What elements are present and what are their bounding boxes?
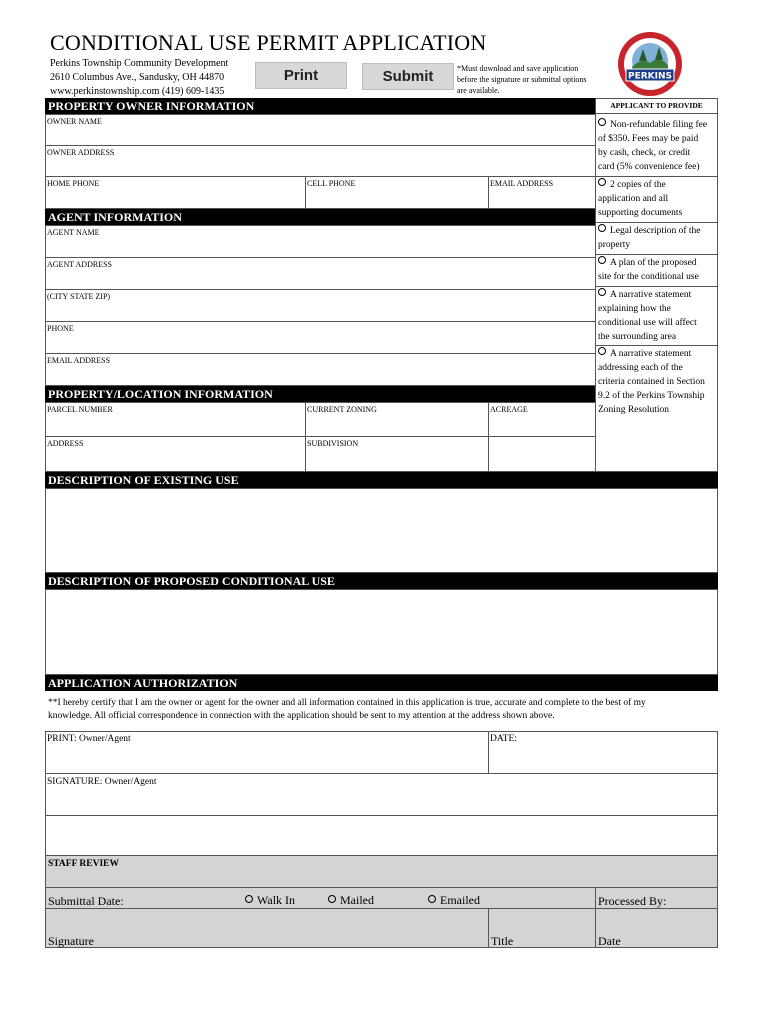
agent-city-field[interactable]: [45, 289, 596, 322]
divider: [595, 222, 718, 223]
note-line: are available.: [457, 86, 500, 95]
radio-icon[interactable]: [245, 895, 253, 903]
subdivision-field[interactable]: [305, 436, 489, 472]
certification-line: **I hereby certify that I am the owner or agent for the owner and all information contained in this application is true, accurate and complete to the best of my: [48, 698, 646, 708]
divider: [595, 345, 718, 346]
owner-name-label: OWNER NAME: [47, 117, 102, 126]
radio-icon[interactable]: [598, 347, 606, 355]
radio-icon[interactable]: [598, 224, 606, 232]
org-contact: www.perkinstownship.com (419) 609-1435: [50, 86, 225, 97]
signature-field[interactable]: [45, 773, 718, 816]
date-label: DATE:: [490, 734, 517, 744]
radio-icon[interactable]: [598, 178, 606, 186]
proposed-use-heading: DESCRIPTION OF PROPOSED CONDITIONAL USE: [45, 573, 718, 589]
owner-email-label: EMAIL ADDRESS: [490, 179, 554, 188]
radio-icon[interactable]: [598, 256, 606, 264]
proposed-use-textarea[interactable]: [45, 589, 718, 675]
current-zoning-label: CURRENT ZONING: [307, 405, 377, 414]
checklist-text: site for the conditional use: [598, 272, 699, 282]
checklist-text: explaining how the: [598, 304, 671, 314]
property-blank-cell: [488, 436, 596, 472]
agent-name-label: AGENT NAME: [47, 228, 100, 237]
current-zoning-field[interactable]: [305, 402, 489, 437]
walk-in-option[interactable]: [245, 893, 295, 908]
agent-section-heading: AGENT INFORMATION: [45, 209, 595, 225]
property-section-heading: PROPERTY/LOCATION INFORMATION: [45, 386, 595, 402]
agent-name-field[interactable]: [45, 225, 596, 258]
cell-phone-label: CELL PHONE: [307, 179, 356, 188]
logo-text: PERKINS: [627, 71, 673, 82]
emailed-label: Emailed: [440, 893, 480, 907]
checklist-text: criteria contained in Section: [598, 377, 705, 387]
mailed-option[interactable]: [328, 893, 374, 908]
org-address: 2610 Columbus Ave., Sandusky, OH 44870: [50, 72, 225, 83]
checklist-text: by cash, check, or credit: [598, 148, 691, 158]
checklist-text: 2 copies of the: [610, 180, 666, 190]
owner-section-heading: PROPERTY OWNER INFORMATION: [45, 98, 595, 114]
checklist-text: application and all: [598, 194, 669, 204]
agent-city-label: (CITY STATE ZIP): [47, 292, 111, 301]
checklist-text: conditional use will affect: [598, 318, 697, 328]
checklist-item-fee[interactable]: [598, 118, 716, 174]
divider: [595, 887, 596, 909]
page-title: CONDITIONAL USE PERMIT APPLICATION: [50, 30, 487, 55]
checklist-text: of $350. Fees may be paid: [598, 134, 699, 144]
agent-phone-field[interactable]: [45, 321, 596, 354]
checklist-text: 9.2 of the Perkins Township: [598, 391, 705, 401]
staff-review-heading: STAFF REVIEW: [48, 859, 119, 869]
checklist-text: A narrative statement: [610, 349, 692, 359]
agent-address-field[interactable]: [45, 257, 596, 290]
existing-use-textarea[interactable]: [45, 488, 718, 573]
acreage-field[interactable]: [488, 402, 596, 437]
processed-by-label: Processed By:: [598, 894, 667, 908]
checklist-item-narrative-effect[interactable]: [598, 288, 716, 344]
owner-email-field[interactable]: [488, 176, 596, 209]
checklist-text: addressing each of the: [598, 363, 683, 373]
date-field[interactable]: [488, 731, 718, 774]
owner-name-field[interactable]: [45, 114, 596, 146]
checklist-text: A narrative statement: [610, 290, 692, 300]
signature-area[interactable]: [45, 815, 718, 856]
checklist-text: Non-refundable filing fee: [610, 120, 708, 130]
mailed-label: Mailed: [340, 893, 374, 907]
acreage-label: ACREAGE: [490, 405, 528, 414]
subdivision-label: SUBDIVISION: [307, 439, 359, 448]
existing-use-heading: DESCRIPTION OF EXISTING USE: [45, 472, 718, 488]
parcel-number-label: PARCEL NUMBER: [47, 405, 113, 414]
divider: [595, 286, 718, 287]
checklist-text: Legal description of the: [610, 226, 701, 236]
radio-icon[interactable]: [598, 288, 606, 296]
note-line: *Must download and save application: [457, 64, 579, 73]
certification-text: [48, 697, 718, 723]
divider: [595, 254, 718, 255]
checklist-item-plan[interactable]: [598, 256, 716, 284]
agent-phone-label: PHONE: [47, 324, 74, 333]
print-name-field[interactable]: [45, 731, 489, 774]
home-phone-label: HOME PHONE: [47, 179, 100, 188]
checklist-text: supporting documents: [598, 208, 683, 218]
emailed-option[interactable]: [428, 893, 480, 908]
cell-phone-field[interactable]: [305, 176, 489, 209]
checklist-text: Zoning Resolution: [598, 405, 669, 415]
submit-button[interactable]: Submit: [362, 63, 454, 90]
note-line: before the signature or submittal options: [457, 75, 587, 84]
parcel-number-field[interactable]: [45, 402, 306, 437]
radio-icon[interactable]: [328, 895, 336, 903]
agent-address-label: AGENT ADDRESS: [47, 260, 112, 269]
radio-icon[interactable]: [598, 118, 606, 126]
radio-icon[interactable]: [428, 895, 436, 903]
perkins-township-logo: [617, 31, 683, 97]
staff-signature-field[interactable]: [45, 908, 489, 948]
signature-label: SIGNATURE: Owner/Agent: [47, 777, 157, 787]
owner-address-label: OWNER ADDRESS: [47, 148, 115, 157]
checklist-heading: APPLICANT TO PROVIDE: [595, 98, 718, 114]
home-phone-field[interactable]: [45, 176, 306, 209]
certification-line: knowledge. All official correspondence in connection with the application should be sent to my attention at the address shown above.: [48, 711, 555, 721]
walk-in-label: Walk In: [257, 893, 296, 907]
org-name: Perkins Township Community Development: [50, 58, 229, 69]
checklist-text: property: [598, 240, 631, 250]
agent-email-label: EMAIL ADDRESS: [47, 356, 111, 365]
checklist-text: the surrounding area: [598, 332, 677, 342]
checklist-item-copies[interactable]: [598, 178, 716, 220]
owner-address-field[interactable]: [45, 145, 596, 177]
download-note: [457, 63, 607, 96]
staff-title-label: Title: [491, 934, 514, 948]
property-address-label: ADDRESS: [47, 439, 84, 448]
print-button[interactable]: Print: [255, 62, 347, 89]
checklist-text: A plan of the proposed: [610, 258, 697, 268]
agent-email-field[interactable]: [45, 353, 596, 386]
staff-signature-label: Signature: [48, 934, 94, 948]
submittal-date-label: Submittal Date:: [48, 894, 124, 908]
organization-info: [50, 57, 228, 99]
divider: [595, 176, 718, 177]
checklist-item-narrative-criteria[interactable]: [598, 347, 716, 417]
checklist-text: card (5% convenience fee): [598, 162, 700, 172]
property-address-field[interactable]: [45, 436, 306, 472]
checklist-item-legal[interactable]: [598, 224, 716, 252]
authorization-heading: APPLICATION AUTHORIZATION: [45, 675, 718, 691]
divider: [45, 887, 718, 888]
print-name-label: PRINT: Owner/Agent: [47, 734, 131, 744]
staff-date-label: Date: [598, 934, 621, 948]
